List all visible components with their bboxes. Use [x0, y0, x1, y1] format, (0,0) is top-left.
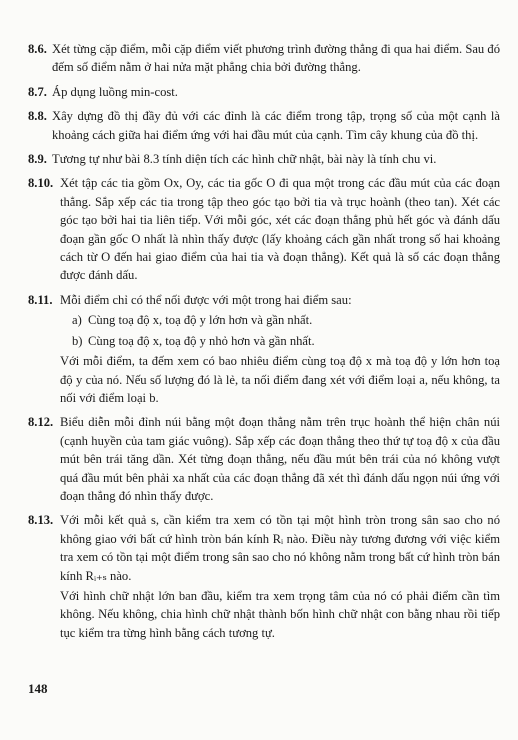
exercise-paragraph: Với mỗi điểm, ta đếm xem có bao nhiêu điểm cùng toạ độ x mà toạ độ y lớn hơn toạ độ y của nó. Nếu số lượng đó là lẻ, ta nối điểm đang xét với điểm loại a, nếu không, ta nối với điểm loại b.	[60, 354, 500, 405]
exercise-text: Áp dụng luồng min-cost.	[52, 84, 178, 99]
sub-item-a	[72, 311, 500, 329]
exercise-text: Xét tập các tia gồm Ox, Oy, các tia gốc O đi qua một trong các đầu mút của các đoạn thẳng. Sắp xếp các tia trong tập theo góc tạo bởi tia và trục hoành (theo tan). Xét các góc tạo bởi hai tia liên tiếp. Với mỗi góc, xét các đoạn thẳng phủ hết góc và đánh dấu đoạn gần gốc O nhất là nhìn thấy được (lấy khoảng cách gần nhất trong số hai khoảng cách từ O đến hai giao điểm của hai tia và đoạn thẳng). Kết quả là số các đoạn thẳng được đánh dấu.	[60, 176, 500, 283]
sub-item-label: a)	[72, 313, 82, 328]
exercise-number: 8.6.	[28, 42, 47, 56]
exercise-paragraph: Với hình chữ nhật lớn ban đầu, kiểm tra xem trọng tâm của nó có phải điểm cần tìm không. Nếu không, chia hình chữ nhật thành bốn hình chữ nhật con bằng nhau rồi tiếp tục kiểm tra từng hình bằng cách tương tự.	[60, 588, 500, 640]
exercise-text: Biểu diễn mỗi đỉnh núi bằng một đoạn thẳng nằm trên trục hoành thể hiện chân núi (cạnh huyền của tam giác vuông). Sắp xếp các đoạn thẳng theo thứ tự toạ độ x của đầu mút bên trái tăng dần. Xét từng đoạn thẳng, nếu đầu mút bên trái của nó không vượt quá đầu mút bên phải xa nhất của các đoạn thẳng đã xét thì đánh dấu ngọn núi ứng với đoạn thẳng đó nhìn thấy được.	[60, 415, 500, 503]
exercise-8-8	[30, 107, 500, 144]
exercise-number: 8.12.	[28, 415, 54, 430]
exercise-text: Với mỗi kết quả s, cần kiểm tra xem có tồn tại một hình tròn trong sân sao cho nó không giao với bất cứ hình tròn bán kính Rᵢ nào. Điều này tương đương với việc kiểm tra xem có tồn tại một điểm trong sân sao cho nó không nằm trong bất cứ hình tròn bán kính Rᵢ₊ₛ nào.	[60, 513, 500, 583]
exercise-8-12	[30, 413, 500, 505]
exercise-text: Tương tự như bài 8.3 tính diện tích các hình chữ nhật, bài này là tính chu vi.	[52, 152, 437, 167]
exercise-number: 8.13.	[28, 513, 54, 528]
exercise-8-11	[30, 291, 500, 407]
exercise-number: 8.10.	[28, 176, 54, 191]
exercise-list	[30, 40, 500, 648]
exercise-number: 8.8.	[28, 109, 47, 124]
exercise-text: Mỗi điểm chỉ có thể nối được với một trong hai điểm sau:	[60, 292, 352, 307]
exercise-8-9	[30, 150, 500, 168]
sub-item-text: Cùng toạ độ x, toạ độ y nhỏ hơn và gần nhất.	[88, 333, 315, 348]
exercise-8-13	[30, 511, 500, 642]
exercise-number: 8.11.	[28, 292, 53, 307]
exercise-number: 8.7.	[28, 84, 47, 99]
sub-item-text: Cùng toạ độ x, toạ độ y lớn hơn và gần nhất.	[88, 313, 313, 328]
sub-item-b	[72, 332, 500, 350]
exercise-number: 8.9.	[28, 152, 47, 167]
exercise-8-10	[30, 174, 500, 284]
exercise-text: Xây dựng đồ thị đầy đủ với các đỉnh là các điểm trong tập, trọng số của một cạnh là khoảng cách giữa hai điểm ứng với hai đầu mút của cạnh. Tìm cây khung của đồ thị.	[52, 109, 500, 142]
page-number: 148	[28, 681, 48, 696]
sub-item-label: b)	[72, 333, 83, 348]
exercise-8-7	[30, 83, 500, 101]
exercise-text: Xét từng cặp điểm, mỗi cặp điểm viết phương trình đường thẳng đi qua hai điểm. Sau đó đếm số điểm nằm ở hai nửa mặt phẳng chia bởi đường thẳng.	[52, 42, 500, 75]
exercise-8-6	[30, 40, 500, 77]
